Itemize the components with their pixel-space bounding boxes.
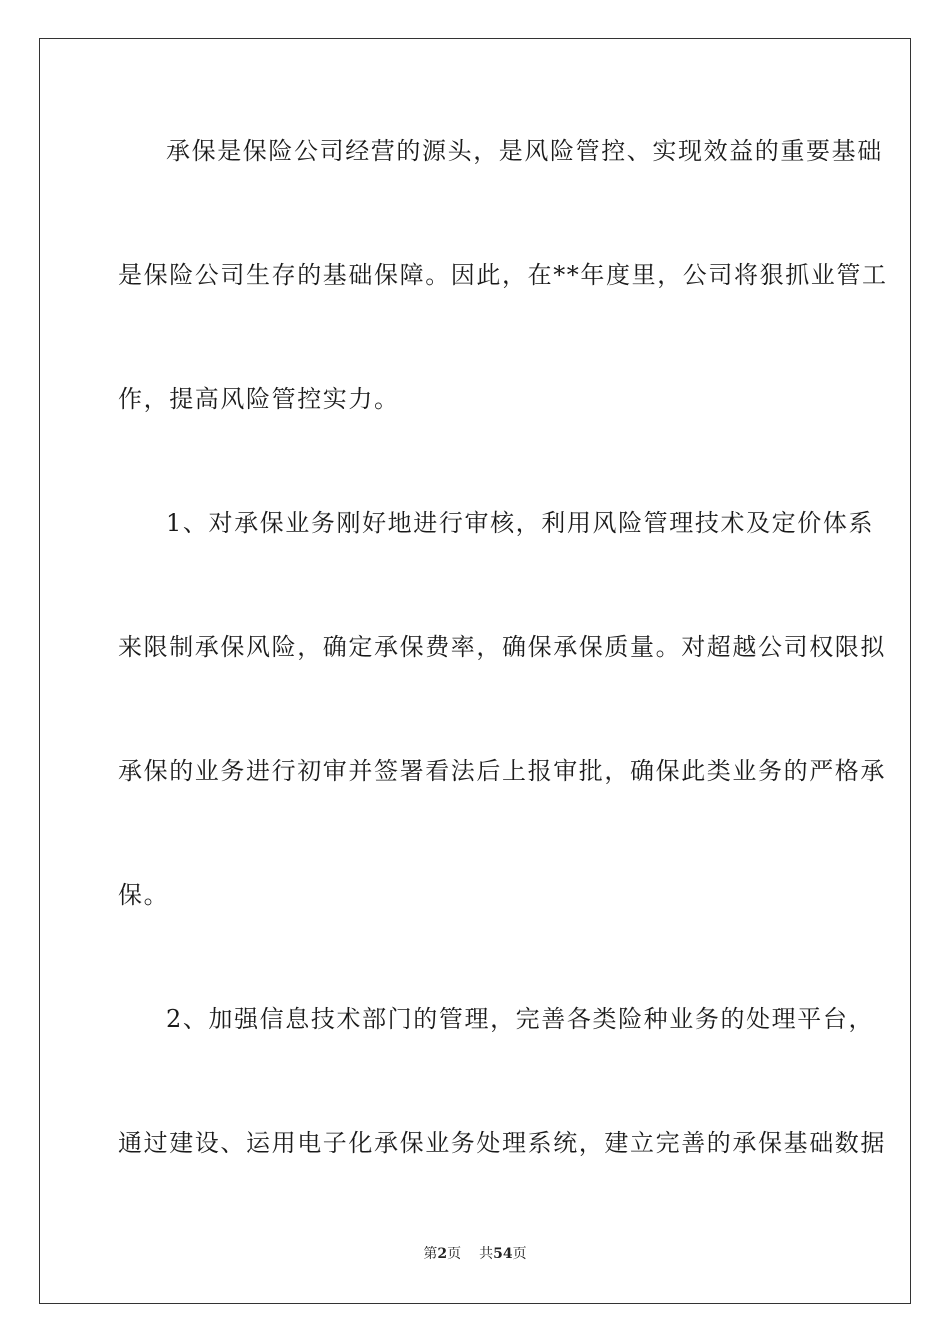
page-footer: [0, 1244, 950, 1264]
paragraph-line: 来限制承保风险，确定承保费率，确保承保质量。对超越公司权限拟: [118, 633, 886, 661]
paragraph-line: 是保险公司生存的基础保障。因此，在**年度里，公司将狠抓业管工: [118, 261, 888, 289]
paragraph-line: 通过建设、运用电子化承保业务处理系统，建立完善的承保基础数据: [118, 1129, 886, 1157]
page-suffix: 页: [447, 1246, 462, 1262]
total-prefix: 共: [479, 1246, 494, 1262]
paragraph-line: 保。: [118, 881, 170, 909]
paragraph-line: 承保是保险公司经营的源头，是风险管控、实现效益的重要基础: [166, 137, 883, 165]
page-border: [39, 38, 911, 1304]
paragraph-line: 2、加强信息技术部门的管理，完善各类险种业务的处理平台，: [166, 1005, 875, 1033]
paragraph-line: 1、对承保业务刚好地进行审核，利用风险管理技术及定价体系: [166, 509, 875, 537]
page-current: 2: [437, 1246, 448, 1262]
paragraph-line: 承保的业务进行初审并签署看法后上报审批，确保此类业务的严格承: [118, 757, 886, 785]
paragraph-line: 作，提高风险管控实力。: [118, 385, 400, 413]
page-prefix: 第: [423, 1246, 438, 1262]
page-total: 54: [493, 1246, 513, 1262]
total-suffix: 页: [512, 1246, 527, 1262]
